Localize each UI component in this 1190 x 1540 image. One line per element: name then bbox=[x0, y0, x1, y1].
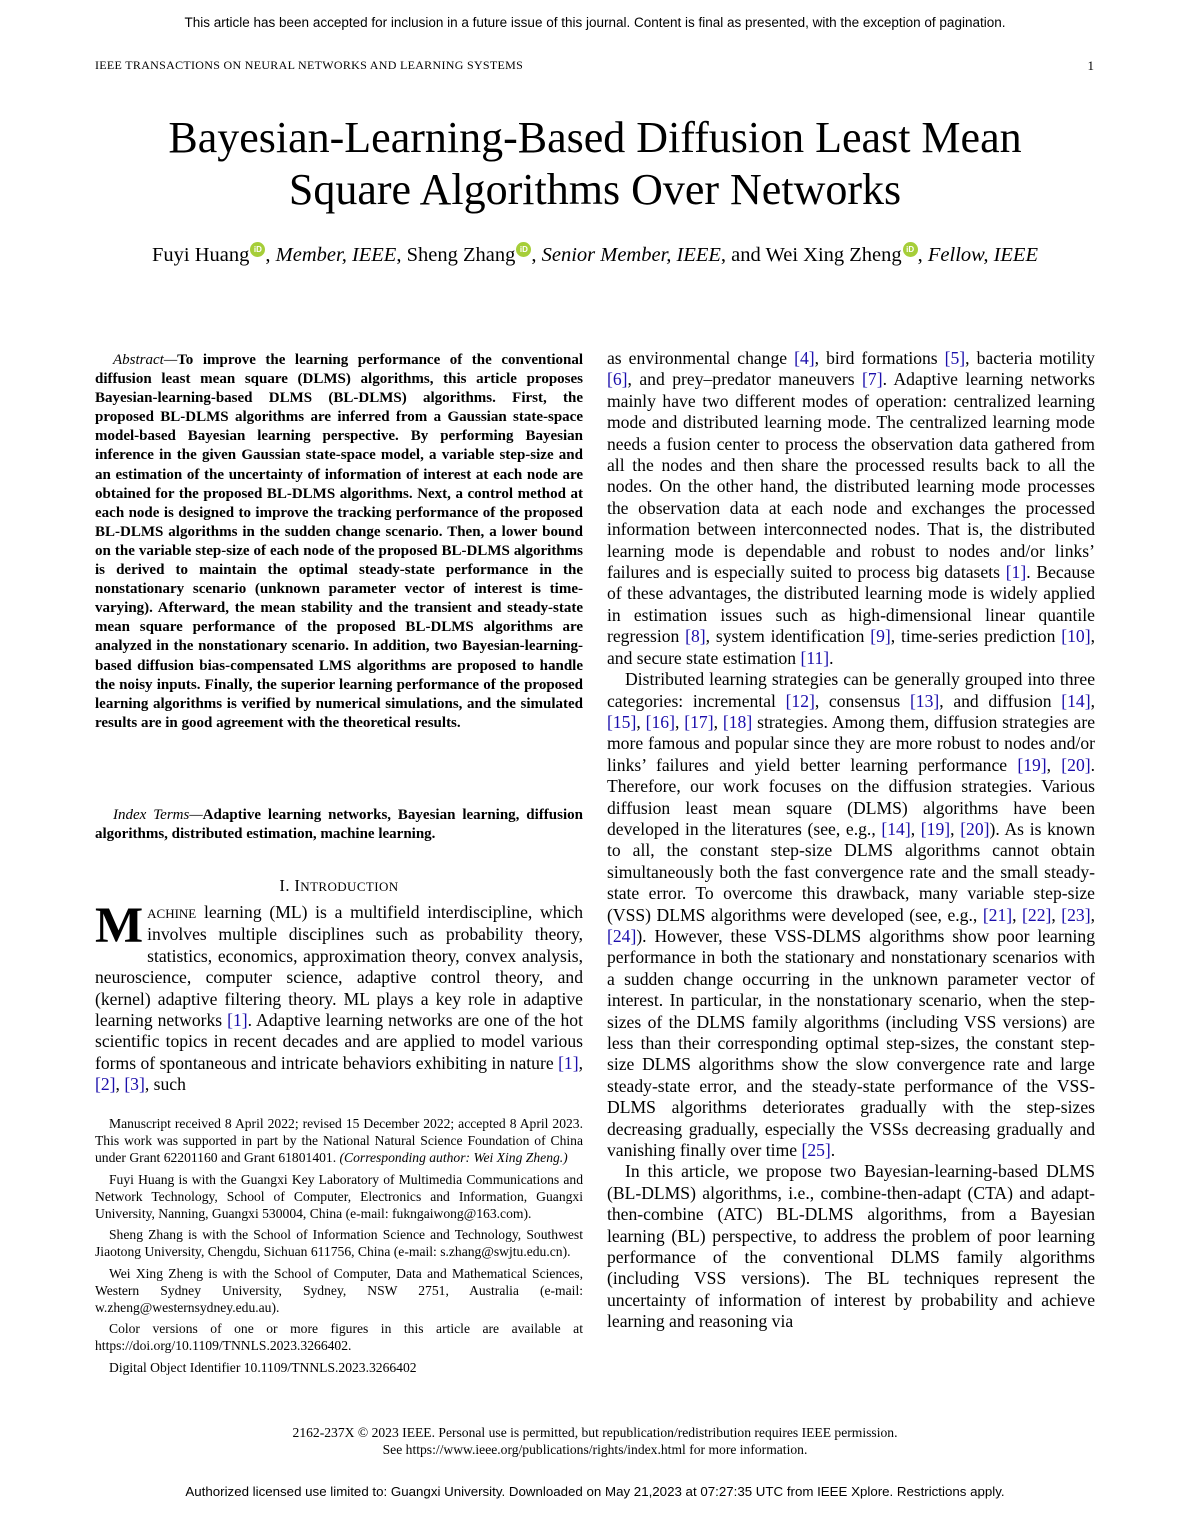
citation-link[interactable]: [24] bbox=[607, 925, 637, 946]
footnotes bbox=[95, 1115, 583, 1380]
citation-link[interactable]: [20] bbox=[960, 818, 990, 839]
footnote-doi: Digital Object Identifier 10.1109/TNNLS.2023.3266402 bbox=[109, 1359, 417, 1375]
citation-link[interactable]: [1] bbox=[227, 1010, 248, 1031]
citation-link[interactable]: [19] bbox=[1017, 754, 1047, 775]
citation-link[interactable]: [14] bbox=[1061, 690, 1091, 711]
footnote-color: Color versions of one or more figures in this article are available at https://doi.org/10.1109/TNNLS.2023.3266402. bbox=[95, 1321, 583, 1354]
abstract bbox=[95, 351, 583, 733]
citation-link[interactable]: [23] bbox=[1061, 904, 1091, 925]
author-role: Senior Member, IEEE bbox=[541, 244, 721, 266]
citation-link[interactable]: [1] bbox=[1005, 562, 1027, 583]
section-title-first: I bbox=[294, 876, 301, 895]
citation-link[interactable]: [14] bbox=[881, 818, 911, 839]
citation-link[interactable]: [1] bbox=[558, 1052, 579, 1073]
citation-link[interactable]: [2] bbox=[95, 1074, 116, 1095]
citation-link[interactable]: [11] bbox=[800, 647, 830, 668]
citation-link[interactable]: [25] bbox=[801, 1140, 831, 1161]
citation-link[interactable]: [20] bbox=[1061, 754, 1091, 775]
citation-link[interactable]: [16] bbox=[645, 711, 675, 732]
acceptance-notice: This article has been accepted for inclusion in a future issue of this journal. Content is final as presented, with the exception of pagination. bbox=[184, 15, 1006, 30]
author-role: Member, IEEE bbox=[275, 244, 397, 266]
running-head: IEEE TRANSACTIONS ON NEURAL NETWORKS AND LEARNING SYSTEMS bbox=[95, 58, 524, 72]
footnote-manuscript: Manuscript received 8 April 2022; revised 15 December 2022; accepted 8 April 2023. This work was supported in part by the National Natural Science Foundation of China under Grant 62201160 and Grant 61801401. (Corresponding author: Wei Xing Zheng.) bbox=[95, 1116, 583, 1166]
citation-link[interactable]: [4] bbox=[794, 348, 815, 368]
footnote-author-zhang: Sheng Zhang is with the School of Information Science and Technology, Southwest Jiaotong University, Chengdu, Sichuan 611756, China (e-mail: s.zhang@swjtu.edu.cn). bbox=[95, 1227, 583, 1260]
author-role: Fellow, IEEE bbox=[927, 244, 1038, 266]
citation-link[interactable]: [5] bbox=[944, 348, 966, 368]
author-name: Sheng Zhang bbox=[406, 244, 516, 266]
paragraph: as environmental change [4], bird formations [5], bacteria motility [6], and prey–predator maneuvers [7]. Adaptive learning networks mainly have two different modes of operation: centralized learning mode and distributed learning mode. The centralized learning mode needs a fusion center to process the observation data gathered from all the nodes and then share the processed results back to all the nodes. On the other hand, the distributed learning mode processes the observation data at each node and exchanges the processed information between interconnected nodes. That is, the distributed learning mode is dependable and robust to nodes and/or links’ failures and is especially suited to process big datasets [1]. Because of these advantages, the distributed learning mode is widely applied in estimation issues such as high-dimensional linear quantile regression [8], system identification [9], time-series prediction [10], and secure state estimation [11]. bbox=[607, 348, 1095, 668]
author-name: Fuyi Huang bbox=[152, 244, 250, 266]
title-line-1: Bayesian-Learning-Based Diffusion Least Mean bbox=[168, 113, 1022, 162]
paper-title bbox=[60, 112, 1130, 216]
index-terms-text: Adaptive learning networks, Bayesian learning, diffusion algorithms, distributed estimation, machine learning. bbox=[95, 807, 583, 843]
copyright-line-2: See https://www.ieee.org/publications/rights/index.html for more information. bbox=[382, 1442, 808, 1457]
copyright-notice bbox=[0, 1424, 1190, 1458]
citation-link[interactable]: [22] bbox=[1022, 904, 1052, 925]
paragraph: In this article, we propose two Bayesian-learning-based DLMS (BL-DLMS) algorithms, i.e., combine-then-adapt (CTA) and adapt-then-combine (ATC) BL-DLMS algorithms, from a Bayesian learning (BL) perspective, to address the problem of poor learning performance of the conventional DLMS family algorithms (including VSS versions). The BL techniques represent the uncertainty of information of interest by probability and achieve learning and reasoning via bbox=[607, 1161, 1095, 1332]
section-heading bbox=[95, 876, 583, 896]
orcid-icon[interactable]: iD bbox=[903, 242, 918, 257]
author-list: Fuyi Huang iD , Member, IEEE, Sheng Zhang iD , Senior Member, IEEE, and Wei Xing Zheng iD , Fellow, IEEE bbox=[152, 244, 1038, 266]
license-notice: Authorized licensed use limited to: Guangxi University. Downloaded on May 21,2023 at 07:27:35 UTC from IEEE Xplore. Restrictions apply. bbox=[185, 1484, 1005, 1499]
citation-link[interactable]: [19] bbox=[920, 818, 951, 839]
author-name: Wei Xing Zheng bbox=[765, 244, 902, 266]
citation-link[interactable]: [15] bbox=[607, 711, 637, 732]
citation-link[interactable]: [7] bbox=[862, 369, 883, 390]
citation-link[interactable]: [10] bbox=[1061, 626, 1091, 647]
citation-link[interactable]: [12] bbox=[785, 690, 815, 711]
page-number: 1 bbox=[1087, 58, 1094, 73]
citation-link[interactable]: [21] bbox=[982, 904, 1013, 925]
abstract-label: Abstract— bbox=[113, 352, 178, 368]
copyright-line-1: 2162-237X © 2023 IEEE. Personal use is permitted, but republication/redistribution requires IEEE permission. bbox=[292, 1425, 898, 1440]
orcid-icon[interactable]: iD bbox=[250, 242, 265, 257]
paragraph: Distributed learning strategies can be generally grouped into three categories: incremental [12], consensus [13], and diffusion [14], [15], [16], [17], [18] strategies. Among them, diffusion strategies are more famous and popular since they are more robust to nodes and/or links’ failures and yield better learning performance [19], [20]. Therefore, our work focuses on the diffusion strategies. Various diffusion least mean square (DLMS) algorithms have been developed in the literatures (see, e.g., [14], [19], [20]). As is known to all, the constant step-size DLMS algorithms cannot obtain simultaneously both the fast convergence rate and the small steady-state error. To overcome this drawback, many variable step-size (VSS) DLMS algorithms were developed (see, e.g., [21], [22], [23], [24]). However, these VSS-DLMS algorithms show poor learning performance in both the stationary and nonstationary scenarios with a sudden change occurring in the unknown parameter vector of interest. In particular, in the nonstationary scenario, when the step-sizes of the DLMS family algorithms (including VSS versions) are less than their corresponding optimal step-sizes, the constant step-size DLMS algorithms show the slow convergence rate and large steady-state error, and the steady-state performance of the VSS-DLMS algorithms deteriorates gradually with the step-sizes decreasing gradually, especially the VSSs decreasing gradually and vanishing finally over time [25]. bbox=[607, 669, 1096, 1161]
section-title-rest: NTRODUCTION bbox=[300, 879, 399, 894]
orcid-icon[interactable]: iD bbox=[516, 242, 531, 257]
right-column bbox=[607, 348, 1095, 1333]
abstract-text: To improve the learning performance of the conventional diffusion least mean square (DLMS) algorithms, this article proposes Bayesian-learning-based DLMS (BL-DLMS) algorithms. First, the proposed BL-DLMS algorithms are inferred from a Gaussian state-space model-based Bayesian learning perspective. By performing Bayesian inference in the given Gaussian state-space model, a variable step-size and an estimation of the uncertainty of information of interest at each node are obtained for the proposed BL-DLMS algorithms. Next, a control method at each node is designed to improve the tracking performance of the proposed BL-DLMS algorithms in the sudden change scenario. Then, a lower bound on the variable step-size of each node of the proposed BL-DLMS algorithms is derived to maintain the optimal steady-state performance in the nonstationary scenario (unknown parameter vector of interest is time-varying). Afterward, the mean stability and the transient and steady-state mean square performance of the proposed BL-DLMS algorithms are analyzed in the nonstationary scenario. In addition, two Bayesian-learning-based diffusion bias-compensated LMS algorithms are proposed to handle the noisy inputs. Finally, the superior learning performance of the proposed learning algorithms is verified by numerical simulations, and the simulated results are in good agreement with the theoretical results. bbox=[95, 352, 583, 731]
citation-link[interactable]: [8] bbox=[685, 626, 706, 647]
citation-link[interactable]: [3] bbox=[124, 1074, 145, 1095]
citation-link[interactable]: [13] bbox=[909, 690, 940, 711]
intro-paragraph: MACHINE learning (ML) is a multifield interdiscipline, which involves multiple disciplines such as probability theory, statistics, economics, approximation theory, convex analysis, neuroscience, computer science, adaptive control theory, and (kernel) adaptive filtering theory. ML plays a key role in adaptive learning networks [1]. Adaptive learning networks are one of the hot scientific topics in recent decades and are applied to model various forms of spontaneous and intricate behaviors exhibiting in nature [1], [2], [3], such bbox=[95, 898, 583, 1095]
index-terms-label: Index Terms— bbox=[113, 807, 203, 823]
section-number: I. bbox=[279, 876, 290, 895]
intro-first-word: ACHINE bbox=[147, 906, 197, 921]
index-terms bbox=[95, 806, 583, 844]
title-line-2: Square Algorithms Over Networks bbox=[288, 165, 902, 214]
citation-link[interactable]: [9] bbox=[870, 626, 891, 647]
drop-cap: M bbox=[95, 898, 144, 954]
citation-link[interactable]: [18] bbox=[722, 711, 753, 732]
footnote-author-huang: Fuyi Huang is with the Guangxi Key Laboratory of Multimedia Communications and Network Technology, School of Computer, Electronics and Information, Guangxi University, Nanning, Guangxi 530004, China (e-mail: fukngaiwong@163.com). bbox=[95, 1171, 583, 1222]
citation-link[interactable]: [6] bbox=[607, 369, 628, 390]
footnote-author-zheng: Wei Xing Zheng is with the School of Computer, Data and Mathematical Sciences, Western Sydney University, Sydney, NSW 2751, Australia (e-mail: w.zheng@westernsydney.edu.au). bbox=[95, 1265, 583, 1316]
citation-link[interactable]: [17] bbox=[684, 711, 714, 732]
